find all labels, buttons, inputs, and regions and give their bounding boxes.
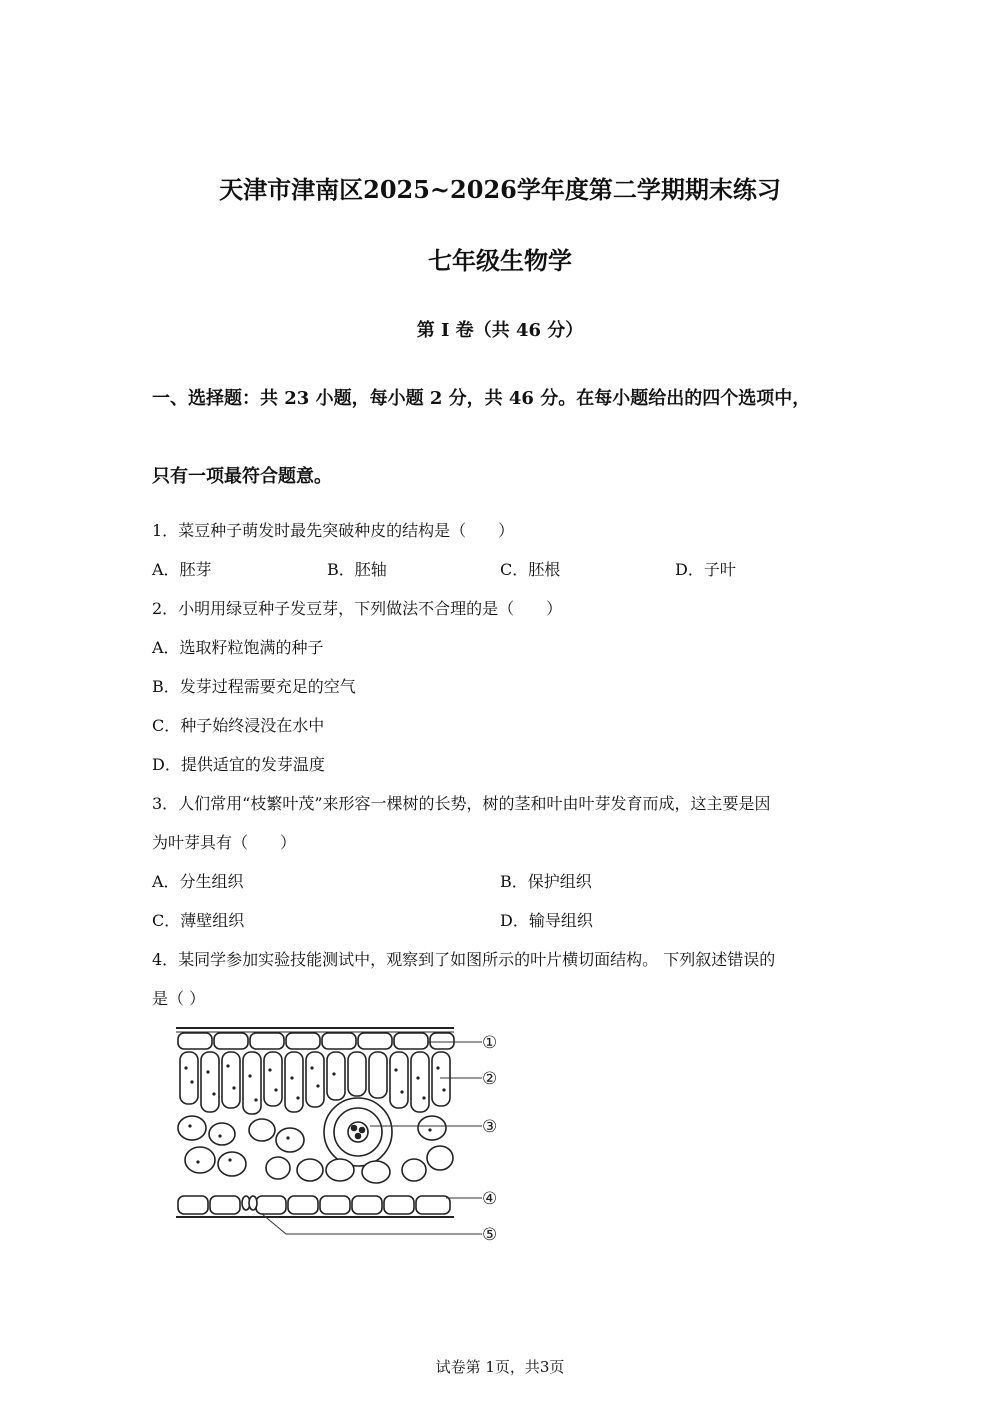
- question-2-option-c: C．种子始终浸没在水中: [152, 716, 325, 735]
- question-4-stem-line-2: 是（ ）: [152, 989, 206, 1008]
- question-3-option-b: B．保护组织: [500, 872, 592, 891]
- question-3-option-d: D．输导组织: [500, 911, 593, 930]
- question-2-option-a: A．选取籽粒饱满的种子: [152, 638, 324, 657]
- figure-label-2: ②: [482, 1069, 498, 1089]
- figure-label-4: ④: [482, 1189, 498, 1209]
- page-footer: 试卷第 1页，共3页: [435, 1358, 565, 1376]
- instructions-line-2: 只有一项最符合题意。: [152, 466, 332, 487]
- exam-subtitle: 七年级生物学: [428, 246, 572, 275]
- question-4-stem-line-1: 4．某同学参加实验技能测试中，观察到了如图所示的叶片横切面结构。 下列叙述错误的: [152, 950, 776, 969]
- question-2-stem: 2．小明用绿豆种子发豆芽，下列做法不合理的是（ ）: [152, 599, 563, 618]
- figure-label-1: ①: [482, 1033, 498, 1053]
- instructions-line-1: 一、选择题：共 23 小题，每小题 2 分，共 46 分。在每小题给出的四个选项中，: [152, 388, 811, 409]
- section-title: 第 I 卷（共 46 分）: [416, 320, 584, 341]
- question-3-stem-line-1: 3．人们常用“枝繁叶茂”来形容一棵树的长势，树的茎和叶由叶芽发育而成，这主要是因: [152, 794, 771, 813]
- figure-label-5: ⑤: [482, 1225, 498, 1245]
- question-1-option-b: B．胚轴: [327, 560, 387, 579]
- leaf-cross-section-figure: [170, 1020, 510, 1250]
- figure-label-3: ③: [482, 1117, 498, 1137]
- question-3-option-a: A．分生组织: [152, 872, 244, 891]
- question-3-option-c: C．薄壁组织: [152, 911, 245, 930]
- question-1-option-d: D．子叶: [675, 560, 736, 579]
- question-1-stem: 1．菜豆种子萌发时最先突破种皮的结构是（ ）: [152, 521, 515, 540]
- exam-title: 天津市津南区2025~2026学年度第二学期期末练习: [219, 175, 781, 204]
- question-1-option-a: A．胚芽: [152, 560, 212, 579]
- question-2-option-b: B．发芽过程需要充足的空气: [152, 677, 356, 696]
- question-1-option-c: C．胚根: [500, 560, 561, 579]
- question-3-stem-line-2: 为叶芽具有（ ）: [152, 833, 297, 852]
- question-2-option-d: D．提供适宜的发芽温度: [152, 755, 325, 774]
